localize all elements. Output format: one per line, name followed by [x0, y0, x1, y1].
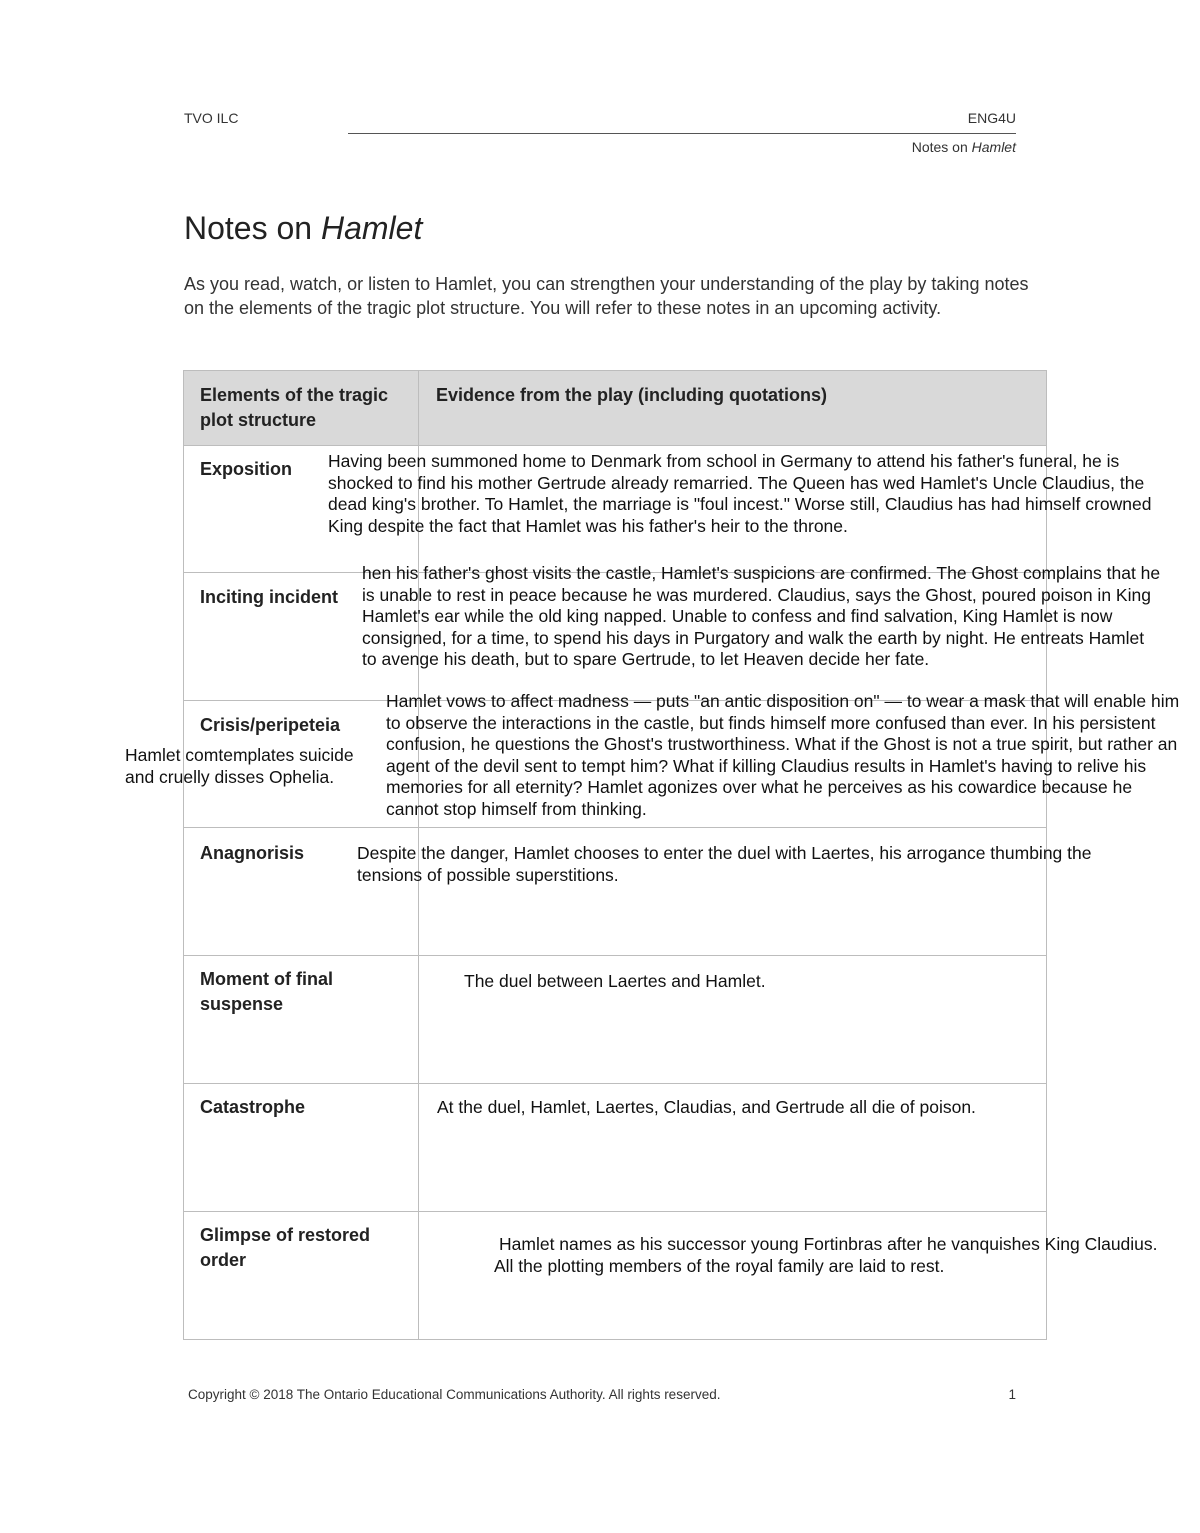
table-row-divider [183, 445, 1047, 446]
header-course-code: ENG4U [967, 110, 1016, 126]
evidence-crisis-peripeteia: Hamlet vows to affect madness — puts "an antic disposition on" — to wear a mask that will enable him to observe the interactions in the castle, but finds himself more confused than ever. In his persistent confusion, he questions the Ghost's trustworthiness. What if the Ghost is not a true spirit, but rather an agent of the devil sent to tempt him? What if killing Claudius results in Hamlet's having to relive his memories for all eternity? Hamlet agonizes over what he perceives as his cowardice because he cannot stop himself from thinking. [386, 691, 1180, 819]
page-title-italic: Hamlet [320, 210, 423, 246]
element-glimpse-of-restored-order: Glimpse of restored order [200, 1225, 371, 1270]
table-row-divider [183, 827, 1047, 828]
crisis-side-note: Hamlet comtemplates suicide and cruelly disses Ophelia. [125, 745, 354, 787]
element-moment-of-final-suspense: Moment of final suspense [200, 969, 333, 1014]
table-header-evidence: Evidence from the play (including quotations) [436, 385, 828, 405]
element-catastrophe: Catastrophe [200, 1097, 306, 1117]
element-inciting-incident: Inciting incident [200, 587, 338, 607]
evidence-moment-of-final-suspense: The duel between Laertes and Hamlet. [464, 971, 766, 991]
evidence-catastrophe: At the duel, Hamlet, Laertes, Claudias, and Gertrude all die of poison. [437, 1097, 976, 1117]
header-document-subtitle [820, 139, 1016, 155]
evidence-inciting-incident: hen his father's ghost visits the castle, Hamlet's suspicions are confirmed. The Ghost complains that he is unable to rest in peace because he was murdered. Claudius, says the Ghost, poured poison in King Hamlet's ear while the old king napped. Unable to confess and find salvation, King Hamlet is now consigned, for a time, to spend his days in Purgatory and walk the earth by night. He entreats Hamlet to avenge his death, but to spare Gertrude, to let Heaven decide her fate. [362, 563, 1161, 670]
header-subtitle-prefix: Notes on [911, 139, 972, 155]
element-anagnorisis: Anagnorisis [200, 843, 305, 863]
evidence-anagnorisis: Despite the danger, Hamlet chooses to enter the duel with Laertes, his arrogance thumbing the tensions of possible superstitions. [357, 843, 1092, 885]
header-rule [348, 133, 1016, 134]
table-header-elements: Elements of the tragic plot structure [200, 385, 389, 430]
element-crisis-peripeteia: Crisis/peripeteia [200, 715, 341, 735]
page-title-prefix: Notes on [184, 210, 321, 246]
table-row-divider [183, 955, 1047, 956]
footer-page-number: 1 [1008, 1387, 1016, 1402]
table-row-divider [183, 1083, 1047, 1084]
element-exposition: Exposition [200, 459, 293, 479]
intro-paragraph: As you read, watch, or listen to Hamlet, you can strengthen your understanding of the play by taking notes on the elements of the tragic plot structure. You will refer to these notes in an upcoming activity. [184, 274, 1029, 318]
evidence-glimpse-of-restored-order: Hamlet names as his successor young Fortinbras after he vanquishes King Claudius. All the plotting members of the royal family are laid to rest. [494, 1234, 1158, 1276]
table-row-divider [183, 1211, 1047, 1212]
evidence-exposition: Having been summoned home to Denmark from school in Germany to attend his father's funeral, he is shocked to find his mother Gertrude already remarried. The Queen has wed Hamlet's Uncle Claudius, the dead king's brother. To Hamlet, the marriage is "foul incest." Worse still, Claudius has had himself crowned King despite the fact that Hamlet was his father's heir to the throne. [328, 451, 1152, 536]
header-course-provider: TVO ILC [184, 110, 239, 126]
header-subtitle-italic: Hamlet [971, 139, 1016, 155]
page-title [184, 210, 422, 247]
footer-copyright: Copyright © 2018 The Ontario Educational Communications Authority. All rights reserved. [188, 1387, 721, 1402]
